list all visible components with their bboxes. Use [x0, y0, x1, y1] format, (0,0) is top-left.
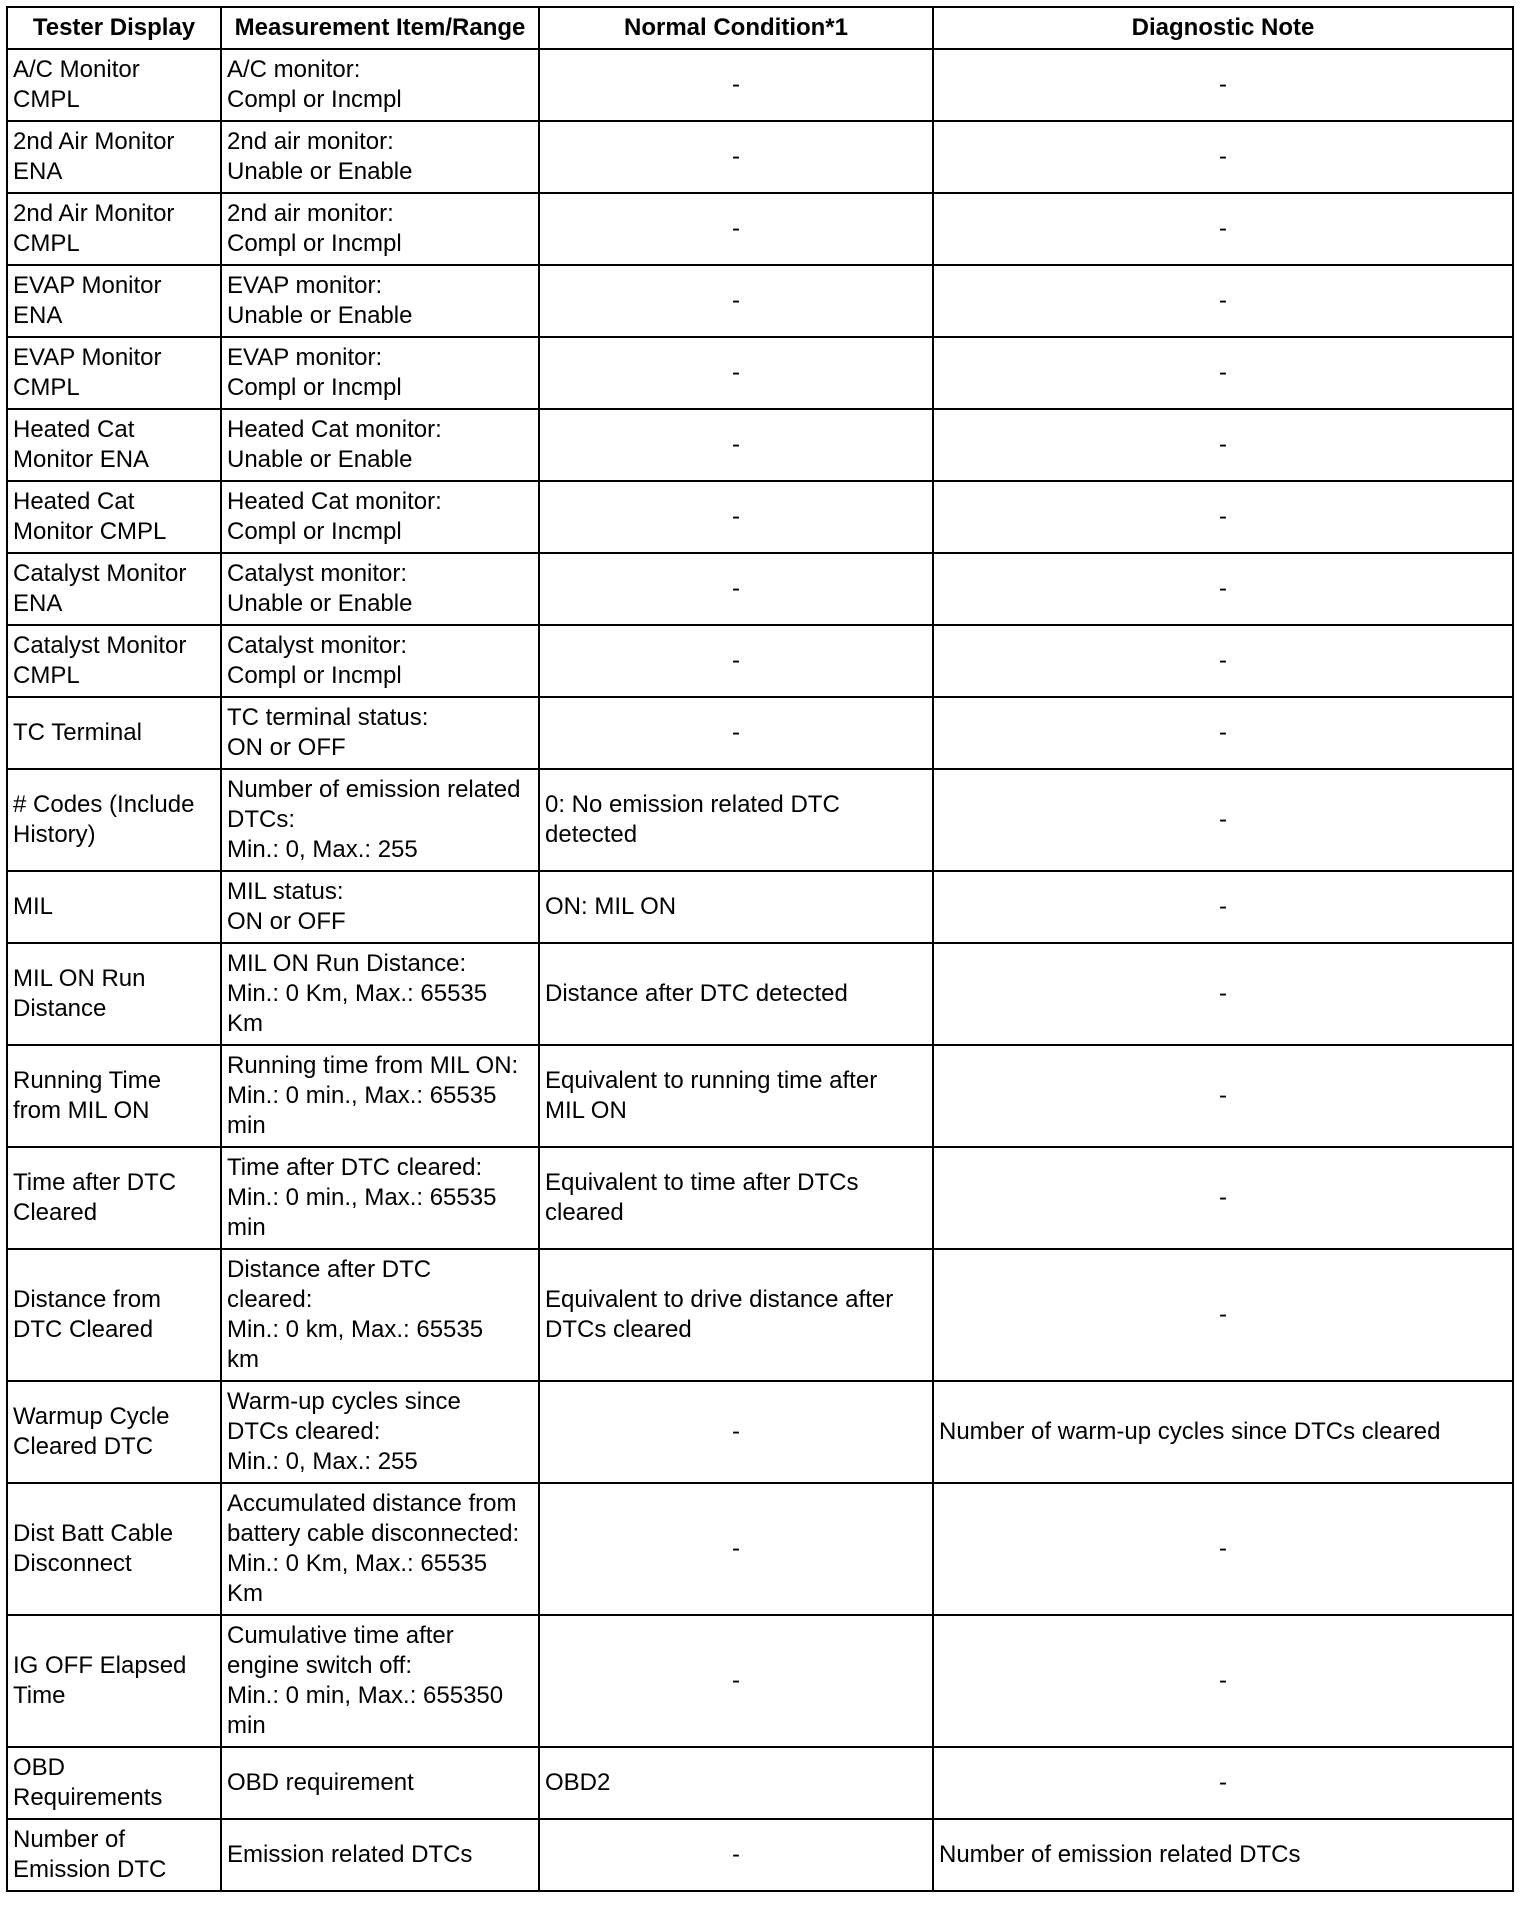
cell-tester-display: Warmup Cycle Cleared DTC: [7, 1381, 221, 1483]
cell-diagnostic-note: -: [933, 625, 1513, 697]
cell-measurement-range: OBD requirement: [221, 1747, 539, 1819]
cell-normal-condition: -: [539, 121, 933, 193]
cell-diagnostic-note: -: [933, 1249, 1513, 1381]
table-row: [7, 409, 1513, 481]
cell-measurement-range: MIL ON Run Distance: Min.: 0 Km, Max.: 65535 Km: [221, 943, 539, 1045]
cell-tester-display: IG OFF Elapsed Time: [7, 1615, 221, 1747]
cell-measurement-range: A/C monitor: Compl or Incmpl: [221, 49, 539, 121]
cell-measurement-range: Emission related DTCs: [221, 1819, 539, 1891]
cell-tester-display: Time after DTC Cleared: [7, 1147, 221, 1249]
cell-tester-display: TC Terminal: [7, 697, 221, 769]
cell-diagnostic-note: -: [933, 1615, 1513, 1747]
table-row: [7, 1615, 1513, 1747]
cell-normal-condition: -: [539, 1381, 933, 1483]
table-row: [7, 1819, 1513, 1891]
table-row: [7, 1483, 1513, 1615]
cell-measurement-range: Accumulated distance from battery cable disconnected: Min.: 0 Km, Max.: 65535 Km: [221, 1483, 539, 1615]
cell-normal-condition: -: [539, 553, 933, 625]
cell-tester-display: Running Time from MIL ON: [7, 1045, 221, 1147]
cell-measurement-range: EVAP monitor: Compl or Incmpl: [221, 337, 539, 409]
cell-normal-condition: -: [539, 409, 933, 481]
cell-diagnostic-note: -: [933, 337, 1513, 409]
cell-normal-condition: Equivalent to running time after MIL ON: [539, 1045, 933, 1147]
cell-normal-condition: ON: MIL ON: [539, 871, 933, 943]
cell-diagnostic-note: -: [933, 265, 1513, 337]
table-row: [7, 769, 1513, 871]
cell-measurement-range: Catalyst monitor: Compl or Incmpl: [221, 625, 539, 697]
cell-diagnostic-note: -: [933, 943, 1513, 1045]
cell-normal-condition: -: [539, 49, 933, 121]
cell-tester-display: 2nd Air Monitor ENA: [7, 121, 221, 193]
cell-diagnostic-note: -: [933, 481, 1513, 553]
header-tester-display: Tester Display: [7, 7, 221, 49]
cell-tester-display: Heated Cat Monitor ENA: [7, 409, 221, 481]
cell-tester-display: MIL: [7, 871, 221, 943]
table-row: [7, 265, 1513, 337]
cell-normal-condition: -: [539, 337, 933, 409]
cell-tester-display: EVAP Monitor CMPL: [7, 337, 221, 409]
cell-normal-condition: -: [539, 265, 933, 337]
cell-tester-display: Catalyst Monitor ENA: [7, 553, 221, 625]
table-row: [7, 1045, 1513, 1147]
table-row: [7, 1747, 1513, 1819]
table-row: [7, 553, 1513, 625]
table-body: [7, 49, 1513, 1891]
cell-measurement-range: Heated Cat monitor: Compl or Incmpl: [221, 481, 539, 553]
header-normal-condition: Normal Condition*1: [539, 7, 933, 49]
cell-diagnostic-note: -: [933, 1045, 1513, 1147]
cell-normal-condition: -: [539, 481, 933, 553]
cell-measurement-range: MIL status: ON or OFF: [221, 871, 539, 943]
cell-tester-display: # Codes (Include History): [7, 769, 221, 871]
header-row: [7, 7, 1513, 49]
cell-diagnostic-note: -: [933, 121, 1513, 193]
table-row: [7, 625, 1513, 697]
table-row: [7, 49, 1513, 121]
cell-diagnostic-note: -: [933, 871, 1513, 943]
cell-tester-display: Heated Cat Monitor CMPL: [7, 481, 221, 553]
cell-normal-condition: -: [539, 193, 933, 265]
cell-measurement-range: Catalyst monitor: Unable or Enable: [221, 553, 539, 625]
cell-normal-condition: -: [539, 697, 933, 769]
cell-measurement-range: EVAP monitor: Unable or Enable: [221, 265, 539, 337]
cell-tester-display: 2nd Air Monitor CMPL: [7, 193, 221, 265]
table-row: [7, 1381, 1513, 1483]
cell-diagnostic-note: -: [933, 1147, 1513, 1249]
cell-normal-condition: Equivalent to time after DTCs cleared: [539, 1147, 933, 1249]
cell-normal-condition: -: [539, 1819, 933, 1891]
cell-tester-display: Number of Emission DTC: [7, 1819, 221, 1891]
cell-normal-condition: OBD2: [539, 1747, 933, 1819]
cell-diagnostic-note: -: [933, 49, 1513, 121]
table-row: [7, 193, 1513, 265]
header-diagnostic-note: Diagnostic Note: [933, 7, 1513, 49]
cell-diagnostic-note: Number of emission related DTCs: [933, 1819, 1513, 1891]
cell-diagnostic-note: -: [933, 1747, 1513, 1819]
cell-tester-display: MIL ON Run Distance: [7, 943, 221, 1045]
cell-tester-display: A/C Monitor CMPL: [7, 49, 221, 121]
cell-tester-display: Dist Batt Cable Disconnect: [7, 1483, 221, 1615]
table-row: [7, 943, 1513, 1045]
cell-diagnostic-note: Number of warm-up cycles since DTCs cleared: [933, 1381, 1513, 1483]
cell-measurement-range: Cumulative time after engine switch off: Min.: 0 min, Max.: 655350 min: [221, 1615, 539, 1747]
cell-measurement-range: Number of emission related DTCs: Min.: 0, Max.: 255: [221, 769, 539, 871]
header-measurement-range: Measurement Item/Range: [221, 7, 539, 49]
cell-tester-display: Catalyst Monitor CMPL: [7, 625, 221, 697]
cell-tester-display: OBD Requirements: [7, 1747, 221, 1819]
cell-measurement-range: Heated Cat monitor: Unable or Enable: [221, 409, 539, 481]
cell-normal-condition: -: [539, 625, 933, 697]
cell-normal-condition: 0: No emission related DTC detected: [539, 769, 933, 871]
cell-diagnostic-note: -: [933, 193, 1513, 265]
cell-normal-condition: -: [539, 1615, 933, 1747]
cell-normal-condition: Equivalent to drive distance after DTCs cleared: [539, 1249, 933, 1381]
cell-diagnostic-note: -: [933, 409, 1513, 481]
cell-measurement-range: 2nd air monitor: Unable or Enable: [221, 121, 539, 193]
cell-diagnostic-note: -: [933, 697, 1513, 769]
table-row: [7, 871, 1513, 943]
cell-measurement-range: Warm-up cycles since DTCs cleared: Min.: 0, Max.: 255: [221, 1381, 539, 1483]
data-list-table: [6, 6, 1514, 1892]
table-row: [7, 121, 1513, 193]
cell-diagnostic-note: -: [933, 769, 1513, 871]
cell-tester-display: Distance from DTC Cleared: [7, 1249, 221, 1381]
cell-measurement-range: TC terminal status: ON or OFF: [221, 697, 539, 769]
data-list-table-wrapper: [6, 6, 1512, 1892]
table-row: [7, 1147, 1513, 1249]
cell-normal-condition: -: [539, 1483, 933, 1615]
table-row: [7, 337, 1513, 409]
table-row: [7, 481, 1513, 553]
table-row: [7, 697, 1513, 769]
cell-measurement-range: Running time from MIL ON: Min.: 0 min., Max.: 65535 min: [221, 1045, 539, 1147]
cell-normal-condition: Distance after DTC detected: [539, 943, 933, 1045]
cell-diagnostic-note: -: [933, 1483, 1513, 1615]
cell-diagnostic-note: -: [933, 553, 1513, 625]
cell-measurement-range: Time after DTC cleared: Min.: 0 min., Max.: 65535 min: [221, 1147, 539, 1249]
cell-tester-display: EVAP Monitor ENA: [7, 265, 221, 337]
cell-measurement-range: 2nd air monitor: Compl or Incmpl: [221, 193, 539, 265]
cell-measurement-range: Distance after DTC cleared: Min.: 0 km, Max.: 65535 km: [221, 1249, 539, 1381]
table-row: [7, 1249, 1513, 1381]
